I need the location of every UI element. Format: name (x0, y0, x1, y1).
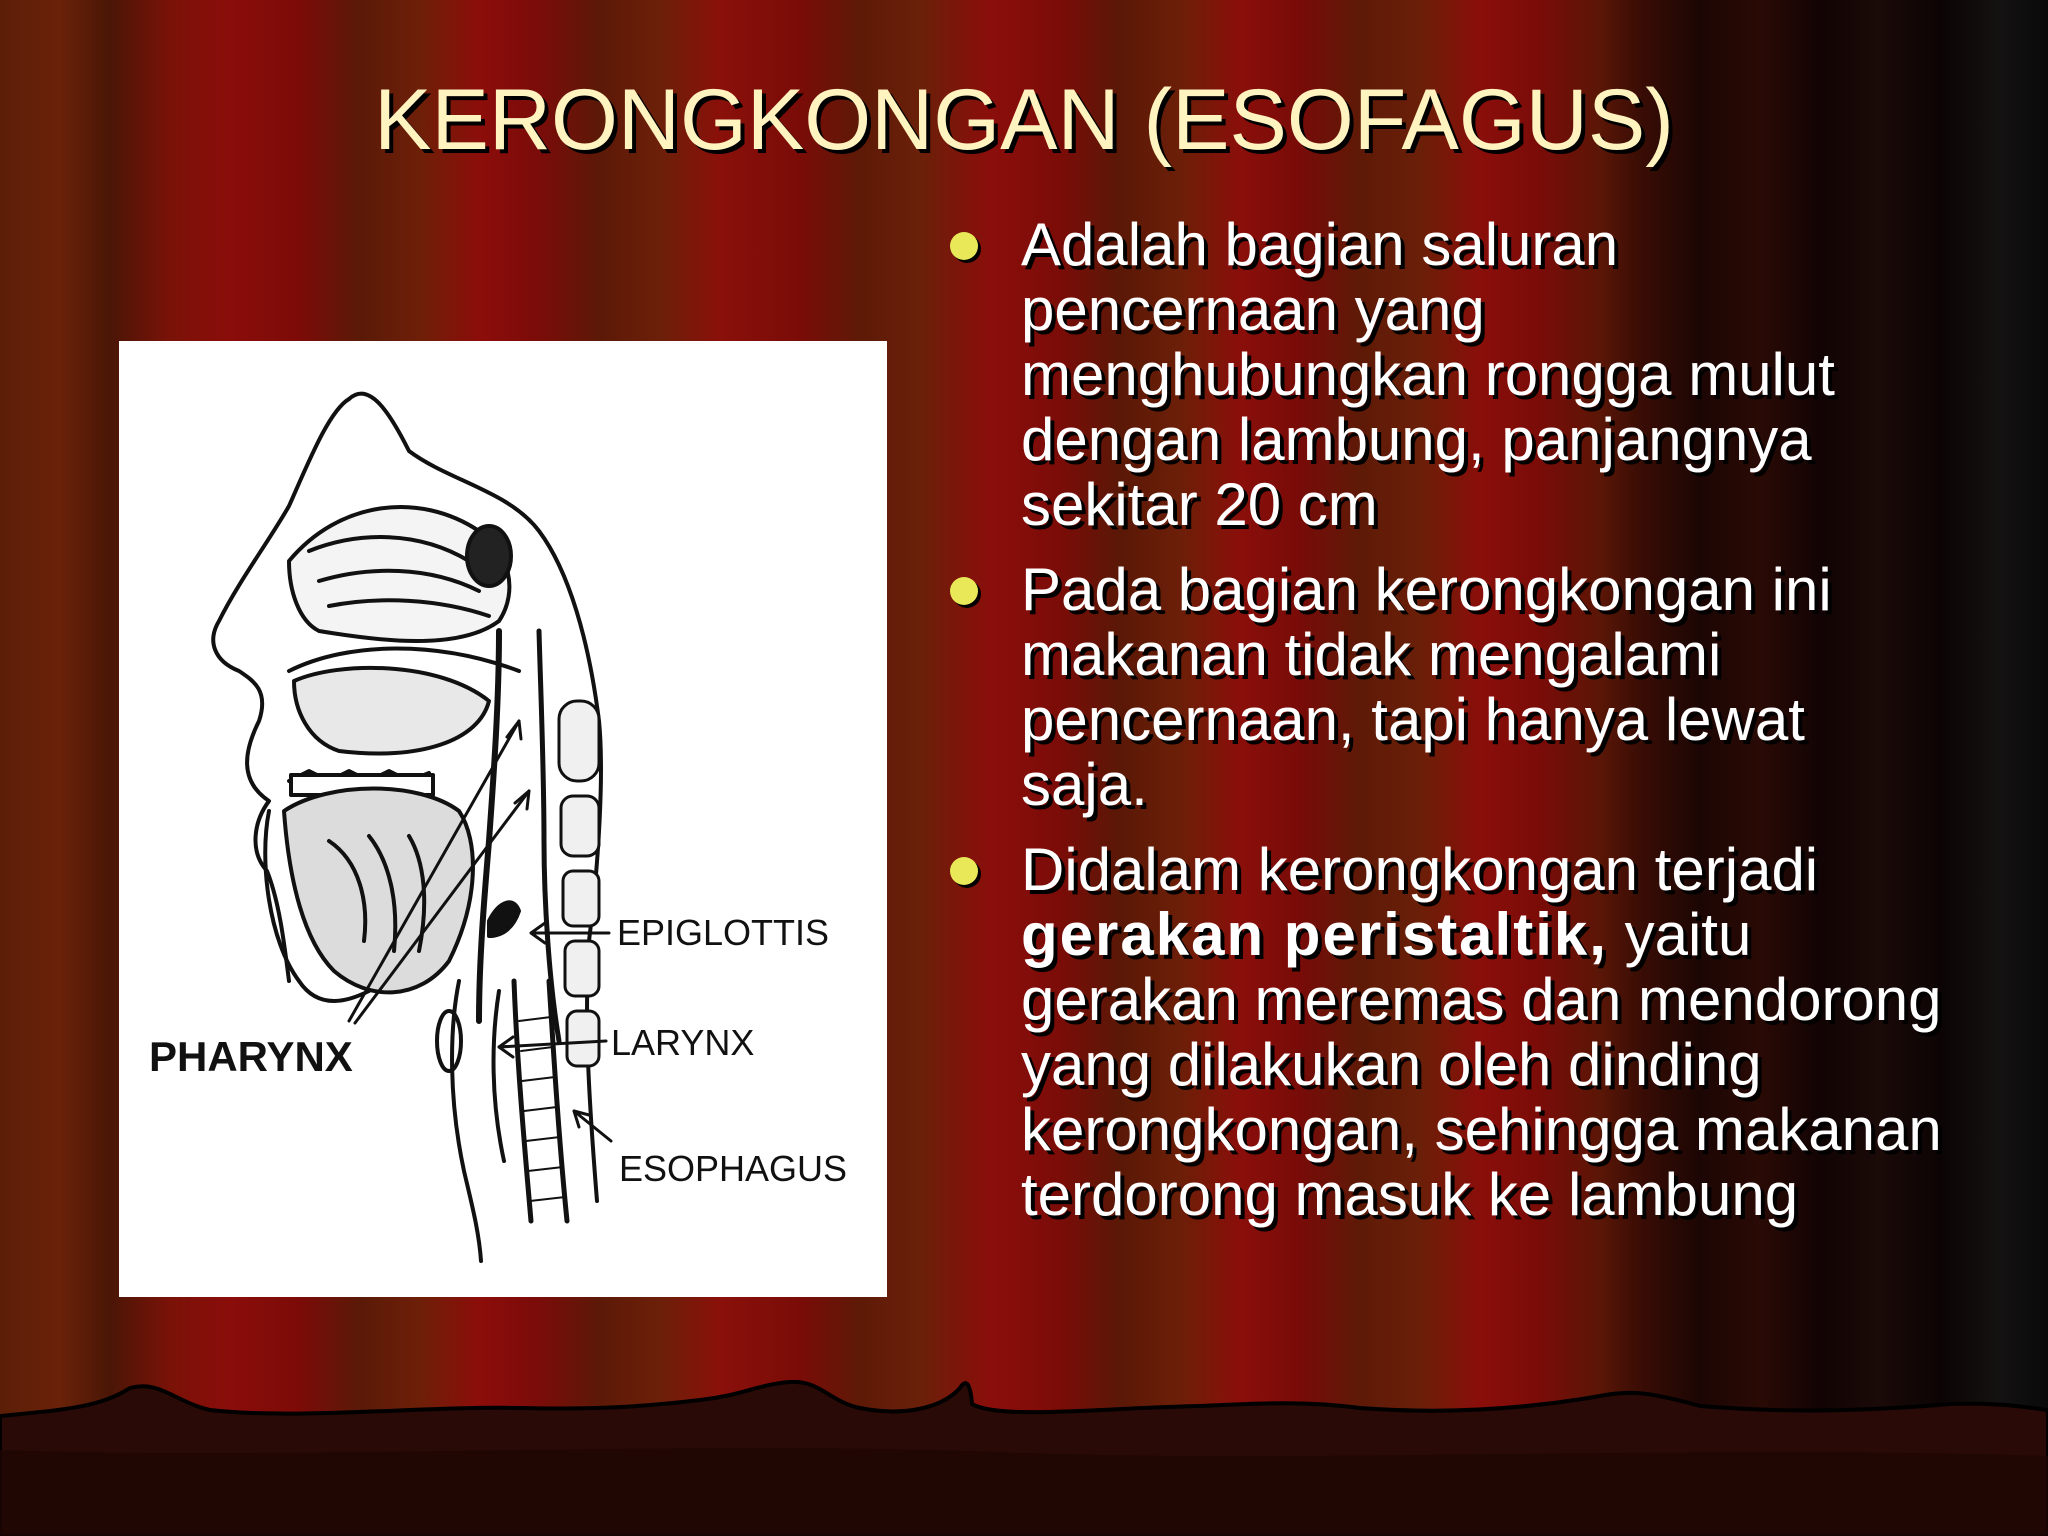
epiglottis-label: EPIGLOTTIS (617, 912, 830, 953)
bullet-item (945, 212, 1945, 537)
bullet-item (945, 837, 1945, 1227)
slide-title: KERONGKONGAN (ESOFAGUS) (374, 72, 1674, 168)
bullet-text-after: yaitu gerakan meremas dan mendorong yang dilakukan oleh dinding kerongkongan, sehingga makanan terdorong masuk ke lambung (1021, 901, 1942, 1228)
bullet-text-before: Didalam kerongkongan terjadi (1021, 836, 1819, 903)
vertebrae (559, 701, 599, 1066)
bullet-text: Adalah bagian saluran pencernaan yang menghubungkan rongga mulut dengan lambung, panjangnya sekitar 20 cm (1021, 211, 1835, 538)
bullet-text: Pada bagian kerongkongan ini makanan tidak mengalami pencernaan, tapi hanya lewat saja. (1021, 556, 1832, 818)
pharynx-label: PHARYNX (149, 1033, 353, 1080)
bullet-bold-term: gerakan peristaltik, (1021, 901, 1608, 968)
esophagus-tube (514, 981, 531, 1221)
bullet-dot-icon (950, 577, 978, 605)
stage-floor (0, 1380, 2048, 1536)
pharynx-channel (479, 631, 499, 1021)
bullet-dot-icon (950, 857, 978, 885)
epiglottis-flap (489, 902, 519, 936)
bullet-dot-icon (950, 232, 978, 260)
oral-cavity (294, 668, 489, 754)
esophagus-label: ESOPHAGUS (619, 1148, 848, 1189)
bullet-list (945, 212, 1945, 1247)
throat-anatomy-diagram (119, 341, 887, 1297)
palate (289, 649, 519, 672)
tongue (284, 789, 473, 993)
larynx-shape (452, 981, 481, 1261)
bullet-item (945, 557, 1945, 817)
larynx-label: LARYNX (611, 1022, 755, 1063)
